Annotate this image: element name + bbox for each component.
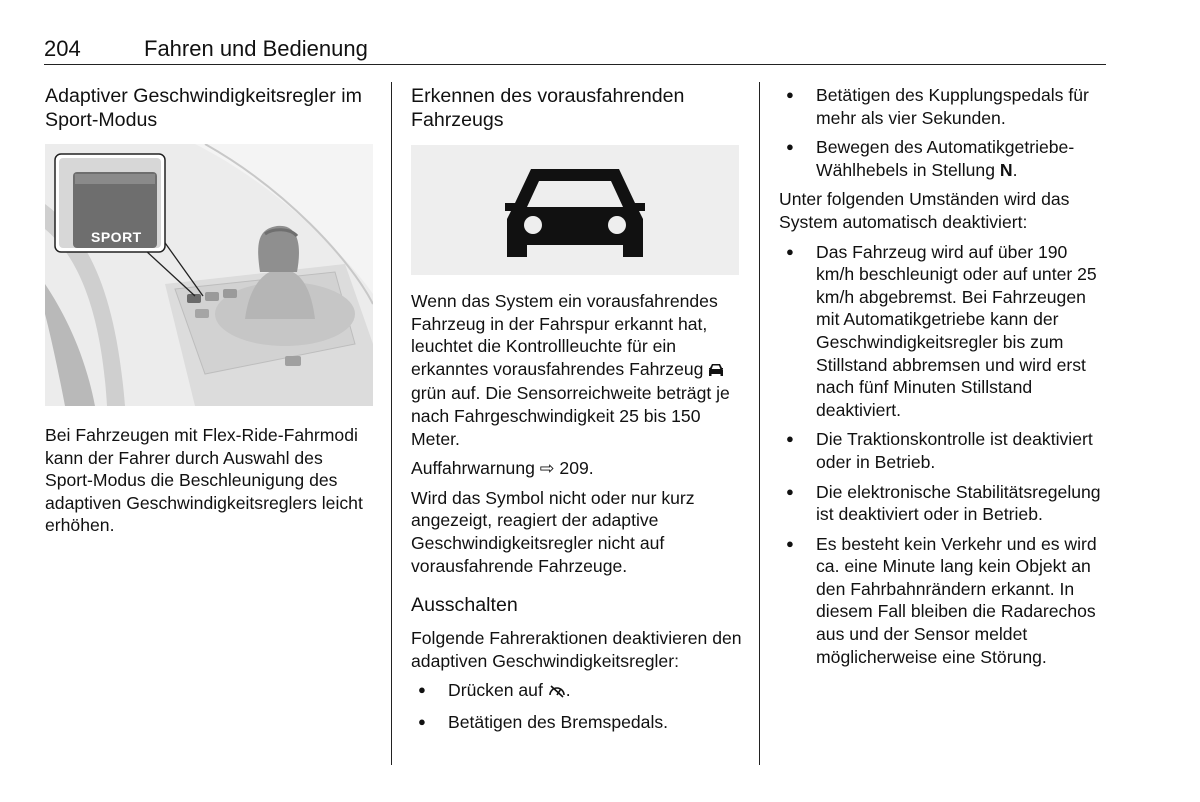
switch-off-paragraph: Folgende Fahreraktionen deaktivieren den adaptiven Geschwindigkeitsregler: — [411, 628, 742, 671]
column-3 — [779, 84, 1109, 668]
press-text: Drücken auf — [448, 680, 543, 701]
page-number: 204 — [44, 36, 81, 61]
subheading-switch-off: Ausschalten — [411, 594, 518, 617]
column-1 — [45, 84, 375, 537]
press-suffix: . — [565, 680, 571, 701]
list-item: ● Betätigen des Bremspedals. — [411, 711, 743, 734]
deactivation-list — [411, 679, 743, 733]
column-divider-2 — [759, 82, 760, 765]
vehicle-ahead-figure — [411, 145, 739, 275]
column-2 — [411, 84, 743, 734]
section-heading-sport-mode: Adaptiver Geschwindigkeitsregler im Sport-Modus — [45, 85, 362, 131]
page-header — [44, 34, 1106, 65]
selector-suffix: . — [1012, 159, 1018, 180]
list-item: ● Das Fahrzeug wird auf über 190 km/h beschleunigt oder auf unter 25 km/h abgebremst. Bei Fahrzeugen mit Automatikgetriebe kann der Geschwindigkeitsregler bis zum Stillstand abbremsen und wird erst nach fünf Minuten Stillstand deaktiviert. — [779, 241, 1109, 422]
sport-mode-paragraph: Bei Fahrzeugen mit Flex-Ride-Fahrmodi kann der Fahrer durch Auswahl des Sport-Modus die Beschleunigung des adaptiven Geschwindigkeitsreglers leicht erhöhen. — [45, 425, 363, 536]
list-item — [779, 136, 1109, 181]
gear-shift-illustration — [45, 144, 373, 406]
sport-button-label: SPORT — [91, 229, 142, 245]
column-divider-1 — [391, 82, 392, 765]
detection-text-a: Wenn das System ein vorausfahrendes Fahrzeug in der Fahrspur erkannt hat, leuchtet die Kontrollleuchte für ein erkanntes vorausfahrendes Fahrzeug — [411, 291, 718, 379]
list-item — [411, 679, 743, 704]
list-item: ● Es besteht kein Verkehr und es wird ca. eine Minute lang kein Objekt an den Fahrbahnrändern erkannt. In diesem Fall bleiben die Radarechos aus und der Sensor meldet möglicherweise eine Störung. — [779, 533, 1109, 669]
car-front-icon — [411, 145, 739, 275]
vehicle-ahead-icon — [708, 360, 724, 383]
symbol-paragraph: Wird das Symbol nicht oder nur kurz angezeigt, reagiert der adaptive Geschwindigkeitsregler nicht auf vorausfahrende Fahrzeuge. — [411, 487, 695, 576]
sport-mode-figure — [45, 144, 373, 406]
page-title: Fahren und Bedienung — [144, 36, 368, 61]
list-item: ● Betätigen des Kupplungspedals für mehr als vier Sekunden. — [779, 84, 1109, 129]
detection-text-b: grün auf. Die Sensorreichweite beträgt je nach Fahrgeschwindigkeit 25 bis 150 Meter. — [411, 383, 730, 449]
selector-position: N — [999, 159, 1013, 180]
auto-deactivation-list — [779, 241, 1109, 669]
auto-deactivation-paragraph: Unter folgenden Umständen wird das System automatisch deaktiviert: — [779, 189, 1070, 232]
list-item: ● Die Traktionskontrolle ist deaktiviert oder in Betrieb. — [779, 428, 1109, 473]
section-heading-vehicle-detection: Erkennen des vorausfahrenden Fahrzeugs — [411, 85, 685, 131]
selector-lever-text: Bewegen des Automatikgetriebe-Wählhebels in Stellung — [816, 137, 1075, 180]
collision-warning-ref: Auffahrwarnung ⇨ 209. — [411, 458, 594, 479]
deactivation-list-continued — [779, 84, 1109, 181]
list-item: ● Die elektronische Stabilitätsregelung ist deaktiviert oder in Betrieb. — [779, 481, 1109, 526]
cruise-cancel-icon — [548, 681, 566, 704]
detection-paragraph — [411, 290, 743, 450]
